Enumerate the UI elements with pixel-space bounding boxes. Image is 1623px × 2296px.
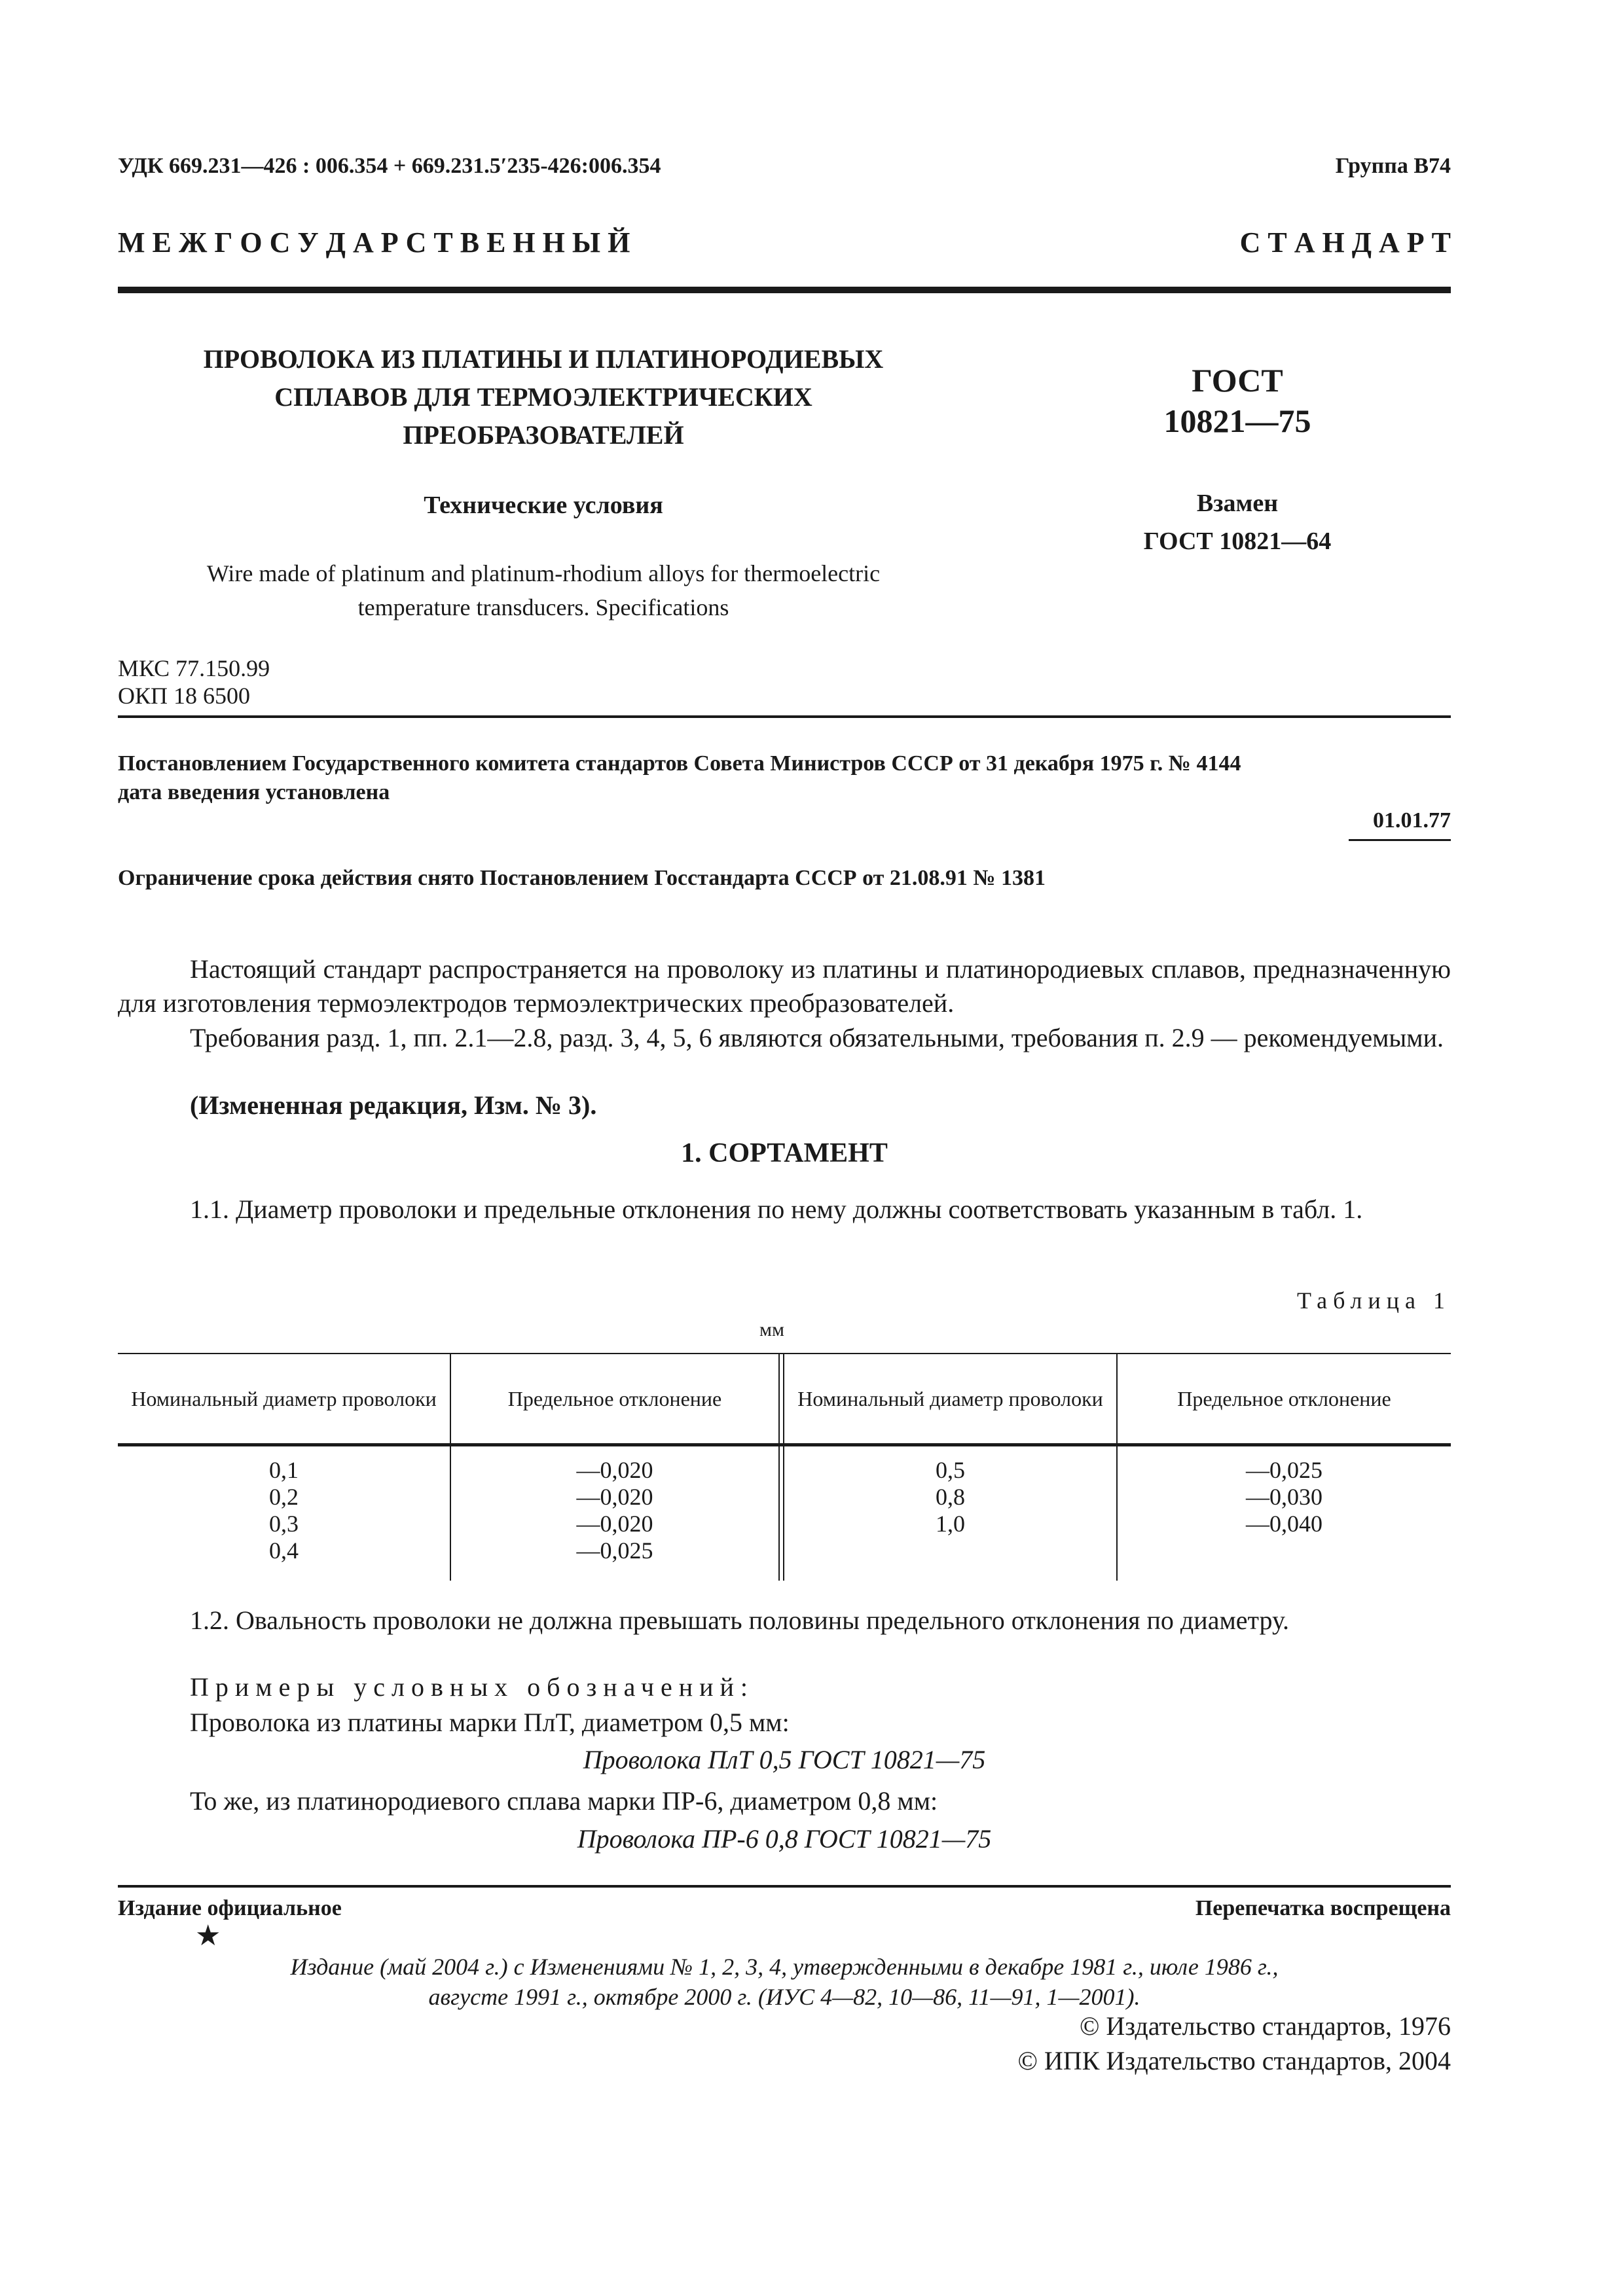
example-2-text: То же, из платинородиевого сплава марки ПР-6, диаметром 0,8 мм: — [190, 1786, 938, 1816]
table-cell: —0,020 — [576, 1484, 653, 1510]
table-column — [118, 1457, 450, 1564]
table-cell: 0,4 — [269, 1537, 299, 1564]
replaces-label: Взамен — [1196, 490, 1279, 517]
table-header-cell: Предельное отклонение — [1177, 1387, 1391, 1410]
section-rule — [118, 715, 1451, 718]
clause-1-2: 1.2. Овальность проволоки не должна превышать половины предельного отклонения по диаметру. — [190, 1605, 1289, 1635]
table-cell: 0,8 — [936, 1484, 965, 1510]
title-line: ПРЕОБРАЗОВАТЕЛЕЙ — [403, 420, 684, 450]
decree-intro: дата введения установлена — [118, 780, 390, 804]
banner-word-interstate: М Е Ж Г О С У Д А Р С Т В Е Н Н Ы Й — [118, 226, 630, 259]
english-title-line: Wire made of platinum and platinum-rhodium alloys for thermoelectric — [206, 560, 881, 586]
table-label: Таблица 1 — [1297, 1287, 1451, 1314]
date-underline — [1349, 839, 1451, 841]
section-heading: 1. СОРТАМЕНТ — [681, 1138, 888, 1168]
udk-code: УДК 669.231—426 : 006.354 + 669.231.5′235-426:006.354 — [118, 154, 661, 178]
requirements-paragraph: Требования разд. 1, пп. 2.1—2.8, разд. 3, 4, 5, 6 являются обязательными, требования п. 2.9 — рекомендуемыми. — [190, 1023, 1444, 1052]
table-header-cell: Номинальный диаметр проволоки — [131, 1387, 437, 1410]
amendment-note: (Измененная редакция, Изм. № 3). — [190, 1090, 597, 1120]
edition-note — [118, 1952, 1451, 2012]
reprint-notice: Перепечатка воспрещена — [1195, 1896, 1451, 1920]
limit-note: Ограничение срока действия снято Постановлением Госстандарта СССР от 21.08.91 № 1381 — [118, 866, 1046, 890]
table-cell: 0,3 — [269, 1511, 299, 1537]
standard-banner — [118, 226, 1451, 259]
example-1-designation: Проволока ПлТ 0,5 ГОСТ 10821—75 — [583, 1745, 986, 1774]
table-cell: 0,5 — [936, 1457, 965, 1483]
banner-word-standard: С Т А Н Д А Р Т — [1239, 226, 1451, 259]
decree-text: Постановлением Государственного комитета стандартов Совета Министров СССР от 31 декабря 1975 г. № 4144 — [118, 751, 1241, 776]
example-2-designation: Проволока ПР-6 0,8 ГОСТ 10821—75 — [577, 1824, 992, 1854]
replaces-code: ГОСТ 10821—64 — [1143, 528, 1332, 555]
edition-note-line: августе 1991 г., октябре 2000 г. (ИУС 4—82, 10—86, 11—91, 1—2001). — [428, 1984, 1140, 2010]
document-title — [118, 340, 969, 454]
clause-1-1: 1.1. Диаметр проволоки и предельные отклонения по нему должны соответствовать указанным в табл. 1. — [190, 1194, 1363, 1224]
intro-paragraph: Настоящий стандарт распространяется на проволоку из платины и платинородиевых сплавов, предназначенную для изготовления термоэлектродов термоэлектрических преобразователей. — [118, 954, 1451, 1018]
star-icon: ★ — [195, 1920, 221, 1952]
copyright-2004: © ИПК Издательство стандартов, 2004 — [1017, 2046, 1451, 2075]
edition-note-line: Издание (май 2004 г.) с Изменениями № 1, 2, 3, 4, утвержденными в декабре 1981 г., июле 1986 г., — [290, 1954, 1279, 1980]
okp-code: ОКП 18 6500 — [118, 683, 251, 709]
effective-date: 01.01.77 — [1373, 808, 1451, 833]
classification-codes — [118, 655, 270, 709]
table-cell: 0,1 — [269, 1457, 299, 1483]
examples-heading: Примеры условных обозначений: — [190, 1672, 755, 1702]
table-units: мм — [759, 1319, 784, 1340]
mks-code: МКС 77.150.99 — [118, 655, 270, 681]
gost-label: ГОСТ — [1192, 362, 1283, 399]
english-title — [118, 556, 969, 624]
table-cell: —0,020 — [576, 1511, 653, 1537]
table-divider — [778, 1353, 780, 1581]
table-column — [1118, 1457, 1451, 1537]
table-cell: —0,025 — [576, 1537, 653, 1564]
group-code: Группа В74 — [1335, 154, 1451, 178]
table-cell: —0,030 — [1246, 1484, 1322, 1510]
example-1-text: Проволока из платины марки ПлТ, диаметром 0,5 мм: — [190, 1708, 790, 1737]
title-line: СПЛАВОВ ДЛЯ ТЕРМОЭЛЕКТРИЧЕСКИХ — [274, 382, 812, 412]
table-column — [451, 1457, 778, 1564]
table-header-cell: Номинальный диаметр проволоки — [797, 1387, 1103, 1410]
table-column — [784, 1457, 1116, 1537]
copyright-1976: © Издательство стандартов, 1976 — [1079, 2011, 1451, 2041]
table-cell: —0,025 — [1246, 1457, 1322, 1483]
official-edition: Издание официальное — [118, 1896, 342, 1920]
table-cell: 1,0 — [936, 1511, 965, 1537]
table-cell: —0,040 — [1246, 1511, 1322, 1537]
english-title-line: temperature transducers. Specifications — [357, 594, 729, 620]
table-cell: 0,2 — [269, 1484, 299, 1510]
table-cell: —0,020 — [576, 1457, 653, 1483]
title-line: ПРОВОЛОКА ИЗ ПЛАТИНЫ И ПЛАТИНОРОДИЕВЫХ — [203, 344, 884, 374]
decree-block — [118, 749, 1451, 807]
header-rule — [118, 287, 1451, 293]
gost-number — [1074, 360, 1401, 441]
gost-code: 10821—75 — [1163, 403, 1311, 439]
table-header-cell: Предельное отклонение — [507, 1387, 722, 1410]
document-subtitle: Технические условия — [424, 492, 663, 519]
footer-rule — [118, 1885, 1451, 1888]
replaces-block — [1074, 484, 1401, 560]
